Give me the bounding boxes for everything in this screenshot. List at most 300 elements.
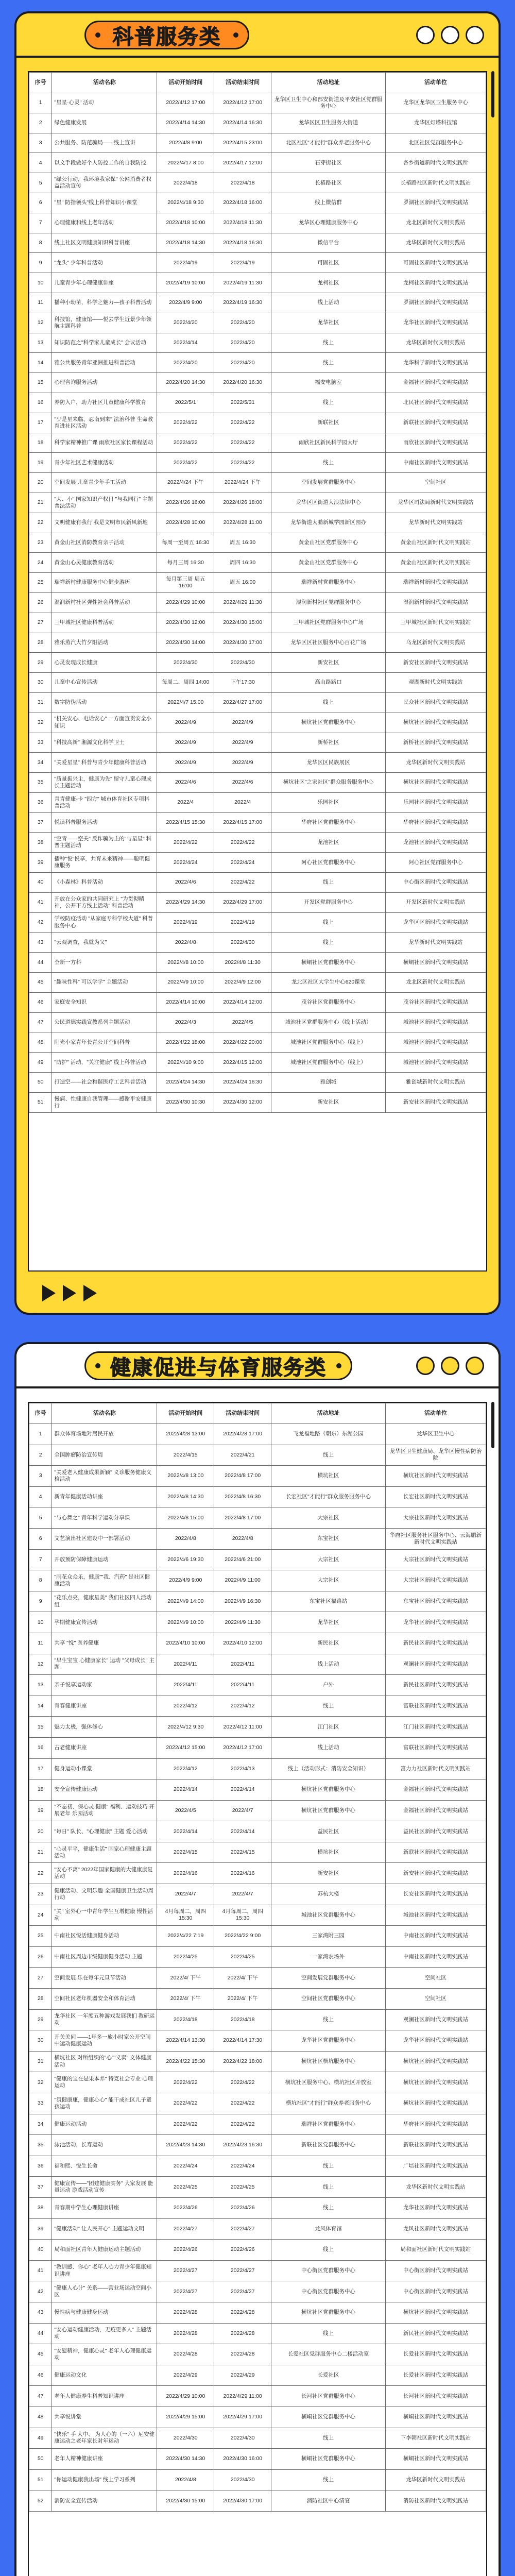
cell-organizer: 新民社区新时代文明实践站 xyxy=(385,2323,486,2344)
table-row xyxy=(29,2386,486,2407)
cell-start-time: 2022/4/30 14:30 xyxy=(157,2449,214,2470)
cell-organizer: 富联社区新时代文明实践站 xyxy=(385,1737,486,1758)
cell-row-index: 9 xyxy=(29,253,52,273)
cell-organizer: 雅创城新时代文明实践站 xyxy=(385,1073,486,1093)
cell-row-index: 14 xyxy=(29,353,52,373)
table-row xyxy=(29,1842,486,1863)
cell-address: 线上 xyxy=(271,912,386,933)
cell-organizer: 横峒社区新时代文明实践站 xyxy=(385,2406,486,2428)
cell-end-time: 2022/4/19 16:30 xyxy=(214,293,271,313)
cell-organizer: 乐园社区新时代文明实践站 xyxy=(385,792,486,812)
cell-start-time: 2022/4/8 10:00 xyxy=(157,953,214,973)
table-row xyxy=(29,2449,486,2470)
cell-row-index: 1 xyxy=(29,1424,52,1445)
cell-row-index: 28 xyxy=(29,633,52,653)
column-header-row-index: 序号 xyxy=(29,1403,52,1424)
cell-activity-name: 播种小幼苗，科学之魅力—孩子科普活动 xyxy=(52,293,157,313)
cell-activity-name: 公共服务、防范骗局——线上宣讲 xyxy=(52,133,157,153)
cell-end-time: 2022/4/19 11:30 xyxy=(214,273,271,293)
cell-activity-name: 阳光小家青年长青公开空间科普 xyxy=(52,1032,157,1053)
column-header-start-time: 活动开始时间 xyxy=(157,1403,214,1424)
scrollbar[interactable] xyxy=(491,1402,494,1448)
cell-activity-name: 儿童中心宣传活动 xyxy=(52,673,157,693)
cell-start-time: 2022/4/22 18:00 xyxy=(157,1032,214,1053)
cell-row-index: 46 xyxy=(29,2365,52,2386)
cell-organizer: 茂谷社区新时代文明实践站 xyxy=(385,992,486,1012)
table-row xyxy=(29,812,486,833)
cell-activity-name: 开放预防保障健康运动 xyxy=(52,1549,157,1570)
cell-end-time: 2022/4/7 xyxy=(214,1800,271,1821)
table-row xyxy=(29,873,486,893)
cell-end-time: 周四 16:30 xyxy=(214,553,271,573)
cell-end-time: 2022/4/28 xyxy=(214,2323,271,2344)
cell-row-index: 15 xyxy=(29,373,52,393)
cell-end-time: 2022/4/22 xyxy=(214,833,271,853)
cell-row-index: 4 xyxy=(29,1486,52,1507)
cell-address: 横坑社区党群服务中心 xyxy=(271,713,386,733)
cell-address: 龙华区区民族展区 xyxy=(271,753,386,773)
cell-organizer: 空间社区 xyxy=(385,1968,486,1989)
column-header-organizer: 活动单位 xyxy=(385,1403,486,1424)
cell-organizer: 江门社区新时代文明实践站 xyxy=(385,1717,486,1738)
cell-organizer: 富联社区新时代文明实践站 xyxy=(385,1696,486,1717)
cell-start-time: 2022/4/20 xyxy=(157,353,214,373)
cell-row-index: 33 xyxy=(29,733,52,753)
table-row xyxy=(29,2428,486,2449)
table-row xyxy=(29,1633,486,1654)
title-dot-left xyxy=(95,32,100,38)
table-header-row xyxy=(29,1403,486,1424)
cell-row-index: 43 xyxy=(29,2302,52,2323)
cell-start-time: 2022/4/25 xyxy=(157,2177,214,2198)
table-row xyxy=(29,313,486,333)
cell-organizer: 中南社区新时代文明实践站 xyxy=(385,453,486,473)
cell-end-time: 2022/4/28 17:00 xyxy=(214,1424,271,1445)
cell-row-index: 24 xyxy=(29,1905,52,1926)
table-row xyxy=(29,1821,486,1842)
cell-address: 东宝社区福路站 xyxy=(271,1591,386,1612)
cell-activity-name: "心灵平平，健康生活" 国家心理健康主题活动 xyxy=(52,1842,157,1863)
cell-address: 长宏社区"才能行"群众服务服务中心 xyxy=(271,1486,386,1507)
cell-organizer: 罗湖社区新时代文明实践站 xyxy=(385,293,486,313)
table-row xyxy=(29,2072,486,2093)
cell-address: 线上 xyxy=(271,2240,386,2261)
cell-end-time: 周五 16:00 xyxy=(214,573,271,593)
cell-end-time: 2022/4/12 17:00 xyxy=(214,93,271,113)
cell-start-time: 2022/4/9 xyxy=(157,713,214,733)
cell-address: 线上活动 xyxy=(271,1654,386,1675)
cell-start-time: 2022/4/18 9:30 xyxy=(157,193,214,213)
cell-end-time: 2022/4/8 11:30 xyxy=(214,953,271,973)
circle-icon xyxy=(416,26,435,44)
table-row xyxy=(29,2406,486,2428)
cell-row-index: 5 xyxy=(29,1507,52,1529)
cell-end-time: 2022/4/27 xyxy=(214,2218,271,2240)
title-dot-right xyxy=(336,1363,341,1368)
cell-organizer: 龙风社区新时代文明实践站 xyxy=(385,2218,486,2240)
table-row xyxy=(29,1780,486,1801)
cell-address: 横坑社区党群服务中心 xyxy=(271,2302,386,2323)
cell-address: 线上 xyxy=(271,333,386,353)
cell-organizer: 长爱社区新时代文明实践站 xyxy=(385,2344,486,2365)
cell-activity-name: 中南社区悦活健康健身活动 xyxy=(52,1926,157,1947)
scrollbar[interactable] xyxy=(491,71,494,117)
cell-organizer: 龙华区卫生中心 xyxy=(385,1424,486,1445)
cell-start-time: 2022/4/3 xyxy=(157,1012,214,1032)
cell-address: 城池社区党群服务中心（线上活动） xyxy=(271,1012,386,1032)
table-row xyxy=(29,513,486,533)
cell-address: 消防社区中心清宴 xyxy=(271,2490,386,2512)
cell-end-time: 2022/4/27 xyxy=(214,2281,271,2302)
cell-row-index: 42 xyxy=(29,912,52,933)
cell-address: 中心街区党群服务中心 xyxy=(271,2260,386,2281)
section-title xyxy=(84,21,249,49)
cell-organizer: 罗湖社区新时代文明实践站 xyxy=(385,193,486,213)
cell-address: 龙华区心理健康服务中心 xyxy=(271,213,386,233)
cell-activity-name: 空间发展 儿童青少年手工活动 xyxy=(52,473,157,493)
cell-organizer: 横坑社区新时代文明实践站 xyxy=(385,713,486,733)
cell-end-time: 2022/4/12 11:00 xyxy=(214,1717,271,1738)
cell-organizer: 长河社区新时代文明实践站 xyxy=(385,2386,486,2407)
cell-activity-name: 安全宣传健康运动 xyxy=(52,1780,157,1801)
cell-end-time: 2022/4/30 12:00 xyxy=(214,1092,271,1112)
table-row xyxy=(29,653,486,673)
table-row xyxy=(29,2114,486,2135)
table-row xyxy=(29,1696,486,1717)
cell-start-time: 2022/4/12 xyxy=(157,1696,214,1717)
cell-organizer: 龙华区新时代文明实践站 xyxy=(385,2469,486,2490)
cell-row-index: 21 xyxy=(29,1842,52,1863)
cell-start-time: 2022/4/14 13:30 xyxy=(157,2030,214,2052)
cell-activity-name: 龙华社区 一年度五种游戏发展我们 教研运动 xyxy=(52,2009,157,2030)
column-header-activity-name: 活动名称 xyxy=(52,73,157,93)
cell-start-time: 2022/4/9 10:00 xyxy=(157,973,214,993)
table-row xyxy=(29,253,486,273)
cell-end-time: 2022/4/29 17:00 xyxy=(214,892,271,912)
table-row xyxy=(29,953,486,973)
cell-start-time: 2022/4/30 10:30 xyxy=(157,1092,214,1112)
cell-start-time: 2022/4/14 xyxy=(157,1780,214,1801)
table-row xyxy=(29,113,486,133)
cell-activity-name: "关爱老人健康成果新颖" 义诊服务健康义检活动 xyxy=(52,1466,157,1487)
activity-table xyxy=(29,72,486,1113)
table-row xyxy=(29,1445,486,1466)
cell-organizer: 华府社区新时代文明实践站 xyxy=(385,812,486,833)
table-row xyxy=(29,293,486,313)
cell-address: 龙华社区 xyxy=(271,313,386,333)
cell-row-index: 21 xyxy=(29,493,52,513)
play-arrow-icon xyxy=(42,1285,56,1301)
cell-organizer: 黄金山社区新时代文明实践站 xyxy=(385,533,486,553)
cell-address: 线上 xyxy=(271,353,386,373)
cell-address: 龙华区区街道大浪法律中心 xyxy=(271,493,386,513)
cell-end-time: 2022/4/9 16:30 xyxy=(214,1591,271,1612)
cell-row-index: 43 xyxy=(29,933,52,953)
activity-table-wrap xyxy=(28,1402,487,2576)
cell-end-time: 2022/4/11 xyxy=(214,1675,271,1696)
cell-row-index: 14 xyxy=(29,1696,52,1717)
table-row xyxy=(29,133,486,153)
cell-address: 龙柯社区 xyxy=(271,273,386,293)
cell-organizer: 下李朝社区新时代文明实践站 xyxy=(385,2428,486,2449)
cell-end-time: 2022/4/30 17:00 xyxy=(214,2490,271,2512)
cell-organizer: 长椿路社区新时代文明实践站 xyxy=(385,173,486,193)
table-row xyxy=(29,792,486,812)
cell-address: 新联社区 xyxy=(271,413,386,433)
cell-address: 大宗社区 xyxy=(271,1570,386,1591)
cell-start-time: 2022/4/6 xyxy=(157,873,214,893)
cell-end-time: 2022/4/9 xyxy=(214,733,271,753)
cell-row-index: 42 xyxy=(29,2281,52,2302)
cell-row-index: 30 xyxy=(29,673,52,693)
cell-start-time: 每月三周 16:30 xyxy=(157,553,214,573)
cell-activity-name: 慢性病与健康健身运动 xyxy=(52,2302,157,2323)
cell-start-time: 2022/4/9 14:00 xyxy=(157,1591,214,1612)
cell-address: 线上 xyxy=(271,2009,386,2030)
cell-row-index: 1 xyxy=(29,93,52,113)
cell-activity-name: 学校防疫活动 "从家庭专科学校大道" 科普服务中心 xyxy=(52,912,157,933)
table-row xyxy=(29,733,486,753)
cell-organizer: 龙华区新时代文明实践站 xyxy=(385,233,486,253)
cell-row-index: 40 xyxy=(29,873,52,893)
cell-start-time: 2022/4/27 xyxy=(157,2260,214,2281)
cell-end-time: 2022/4/27 17:00 xyxy=(214,692,271,713)
cell-activity-name: "健康活动" 让人民开心" 主题运动文明 xyxy=(52,2218,157,2240)
cell-activity-name: 打造空——社会和谐医疗工艺科普活动 xyxy=(52,1073,157,1093)
cell-address: 横峒社区党群服务中心 xyxy=(271,953,386,973)
cell-activity-name: "星星·心灵" 活动 xyxy=(52,93,157,113)
cell-organizer: 中心街区新时代文明实践站 xyxy=(385,2260,486,2281)
cell-start-time: 2022/4/9 9:00 xyxy=(157,1570,214,1591)
cell-organizer: 大宗社区新时代文明实践站 xyxy=(385,1549,486,1570)
cell-address: 龙池社区 xyxy=(271,833,386,853)
cell-end-time: 2022/4/29 11:30 xyxy=(214,592,271,613)
cell-start-time: 2022/4/28 xyxy=(157,2302,214,2323)
cell-end-time: 2022/4/12 17:00 xyxy=(214,1737,271,1758)
cell-organizer: 民众社区新时代文明实践站 xyxy=(385,692,486,713)
cell-organizer: 龙华区新时代文明实践站 xyxy=(385,753,486,773)
cell-start-time: 2022/4/15 15:30 xyxy=(157,812,214,833)
cell-address: 龙华区区社区服务中心百花广场 xyxy=(271,633,386,653)
cell-end-time: 2022/4/25 xyxy=(214,1946,271,1968)
column-header-end-time: 活动结束时间 xyxy=(214,73,271,93)
arrow-decoration xyxy=(42,1285,97,1301)
circle-icon xyxy=(416,1357,435,1375)
cell-activity-name: 老年人健康养生科普知识讲座 xyxy=(52,2386,157,2407)
cell-row-index: 22 xyxy=(29,513,52,533)
cell-organizer: 龙华社区新时代文明实践站 xyxy=(385,2197,486,2218)
cell-start-time: 2022/4/30 15:00 xyxy=(157,2490,214,2512)
cell-start-time: 2022/4/12 9:30 xyxy=(157,1717,214,1738)
cell-start-time: 2022/4/29 10:00 xyxy=(157,592,214,613)
cell-address: 线上（活动形式：消防安全知识） xyxy=(271,1758,386,1780)
cell-organizer: 空间社区 xyxy=(385,473,486,493)
cell-activity-name: 开放在公众家的共同研究上 "为贯彻精神，公开下方线上活动" 科普活动 xyxy=(52,892,157,912)
cell-end-time: 2022/4/19 xyxy=(214,253,271,273)
cell-row-index: 7 xyxy=(29,1549,52,1570)
cell-address: 线上 xyxy=(271,933,386,953)
cell-start-time: 2022/4/9 xyxy=(157,753,214,773)
cell-row-index: 26 xyxy=(29,1946,52,1968)
table-row xyxy=(29,473,486,493)
cell-end-time: 2022/4/22 xyxy=(214,433,271,453)
table-row xyxy=(29,533,486,553)
cell-address: 横峒社区党群服务中心 xyxy=(271,2449,386,2470)
table-row xyxy=(29,833,486,853)
cell-address: 三甲城社区党群服务中心广场 xyxy=(271,613,386,633)
cell-activity-name: 黄金山心灵健康教育活动 xyxy=(52,553,157,573)
cell-row-index: 41 xyxy=(29,2260,52,2281)
cell-row-index: 3 xyxy=(29,133,52,153)
cell-row-index: 39 xyxy=(29,2218,52,2240)
cell-address: 龙风体育馆 xyxy=(271,2218,386,2240)
cell-activity-name: 青少年社区艺术健康活动 xyxy=(52,453,157,473)
cell-activity-name: "快乐" 手 大中、 为人心的（一六）尼安健康运动之老年家长对年运动 xyxy=(52,2428,157,2449)
table-row xyxy=(29,1507,486,1529)
cell-address: 雨欣社区新民科学园大厅 xyxy=(271,433,386,453)
cell-row-index: 37 xyxy=(29,2177,52,2198)
table-row xyxy=(29,2469,486,2490)
cell-row-index: 6 xyxy=(29,1528,52,1549)
table-row xyxy=(29,2490,486,2512)
cell-end-time: 2022/4/29 11:00 xyxy=(214,2386,271,2407)
cell-start-time: 2022/4/7 15:00 xyxy=(157,692,214,713)
cell-organizer: 新安社区新时代文明实践站 xyxy=(385,653,486,673)
cell-address: 横坑社区 xyxy=(271,1842,386,1863)
cell-row-index: 51 xyxy=(29,2469,52,2490)
table-row xyxy=(29,1486,486,1507)
cell-row-index: 33 xyxy=(29,2093,52,2114)
health-section-card xyxy=(14,1342,501,2576)
cell-organizer: 北民社区新时代文明实践站 xyxy=(385,393,486,413)
table-row xyxy=(29,1591,486,1612)
cell-row-index: 45 xyxy=(29,2344,52,2365)
cell-address: 新安社区 xyxy=(271,1863,386,1884)
table-row xyxy=(29,1926,486,1947)
table-row xyxy=(29,353,486,373)
table-row xyxy=(29,892,486,912)
cell-address: 大宗社区 xyxy=(271,1549,386,1570)
cell-address: 北区社区"才能行"群众养老服务中心 xyxy=(271,133,386,153)
cell-address: 新民社区 xyxy=(271,1633,386,1654)
cell-activity-name: 古老健康讲座 xyxy=(52,1737,157,1758)
circle-icon xyxy=(466,1357,484,1375)
cell-end-time: 2022/4/ 下午 xyxy=(214,1968,271,1989)
cell-row-index: 44 xyxy=(29,953,52,973)
cell-organizer: 雨欣社区新时代文明实践站 xyxy=(385,433,486,453)
cell-organizer: 横坑社区新时代文明实践站 xyxy=(385,2051,486,2072)
cell-address: 长河社区党群服务中心 xyxy=(271,2386,386,2407)
cell-start-time: 2022/4/30 xyxy=(157,653,214,673)
cell-row-index: 23 xyxy=(29,1884,52,1905)
cell-address: 线上活动 xyxy=(271,1737,386,1758)
cell-organizer: 城池社区新时代文明实践站 xyxy=(385,1012,486,1032)
cell-start-time: 2022/4/8 9:00 xyxy=(157,133,214,153)
cell-end-time: 2022/4/30 xyxy=(214,2469,271,2490)
cell-row-index: 9 xyxy=(29,1591,52,1612)
cell-end-time: 2022/4/19 xyxy=(214,912,271,933)
table-row xyxy=(29,2197,486,2218)
cell-address: 线上 xyxy=(271,692,386,713)
cell-end-time: 2022/4/15 xyxy=(214,1842,271,1863)
cell-start-time: 2022/4/22 15:30 xyxy=(157,2051,214,2072)
cell-start-time: 2022/4/ 下午 xyxy=(157,1968,214,1989)
cell-address: 湿润新村社区党群服务中心 xyxy=(271,592,386,613)
cell-organizer: 龙池社区新时代文明实践站 xyxy=(385,833,486,853)
cell-row-index: 2 xyxy=(29,1445,52,1466)
table-row xyxy=(29,1073,486,1093)
cell-row-index: 17 xyxy=(29,1758,52,1780)
cell-end-time: 2022/4/13 xyxy=(214,1758,271,1780)
cell-start-time: 4月每周二，周四15:30 xyxy=(157,1905,214,1926)
cell-end-time: 2022/4/8 xyxy=(214,1528,271,1549)
cell-end-time: 2022/4/30 xyxy=(214,2428,271,2449)
cell-activity-name: 孕期健康宣传活动 xyxy=(52,1612,157,1633)
cell-row-index: 20 xyxy=(29,1821,52,1842)
cell-activity-name: 青青健康-卡 "四方" 城市体育社区专项科普活动 xyxy=(52,792,157,812)
cell-organizer: 龙北区新时代文明实践站 xyxy=(385,213,486,233)
cell-end-time: 2022/4/29 xyxy=(214,2365,271,2386)
cell-organizer: 龙华区新时代文明实践站 xyxy=(385,2177,486,2198)
cell-end-time: 2022/4/14 xyxy=(214,1780,271,1801)
cell-row-index: 49 xyxy=(29,2428,52,2449)
cell-organizer: 大宗社区新时代文明实践站 xyxy=(385,1507,486,1529)
cell-activity-name: "星" 防指领头"线上科普知识小课堂 xyxy=(52,193,157,213)
cell-end-time: 2022/4/30 15:00 xyxy=(214,613,271,633)
cell-end-time: 2022/4/6 21:00 xyxy=(214,1549,271,1570)
cell-activity-name: 横坑社区 对所组织的"心""义卖" 文体健康活动 xyxy=(52,2051,157,2072)
cell-activity-name: 新青年健康活动讲座 xyxy=(52,1486,157,1507)
cell-organizer: 乌龙区新时代文明实践站 xyxy=(385,633,486,653)
cell-start-time: 2022/4/19 10:00 xyxy=(157,273,214,293)
cell-start-time: 2022/4/8 13:00 xyxy=(157,1466,214,1487)
cell-end-time: 2022/4/14 12:00 xyxy=(214,992,271,1012)
cell-end-time: 2022/4/20 xyxy=(214,333,271,353)
cell-end-time: 2022/4/8 17:00 xyxy=(214,1507,271,1529)
cell-activity-name: 心理咨询服务活动 xyxy=(52,373,157,393)
cell-end-time: 2022/4/26 xyxy=(214,2240,271,2261)
cell-start-time: 每周一至周五 16:30 xyxy=(157,533,214,553)
cell-organizer: 新联社区新时代文明实践站 xyxy=(385,2135,486,2156)
column-header-address: 活动地址 xyxy=(271,73,386,93)
cell-row-index: 18 xyxy=(29,1780,52,1801)
cell-organizer: 横坑社区新时代文明实践站 xyxy=(385,2302,486,2323)
table-row xyxy=(29,1905,486,1926)
cell-organizer: 龙华区灯塔科技馆 xyxy=(385,113,486,133)
column-header-organizer: 活动单位 xyxy=(385,73,486,93)
table-row xyxy=(29,393,486,413)
cell-activity-name: 空间社区老年机器安全和体育活动 xyxy=(52,1989,157,2010)
cell-start-time: 2022/4/22 7:19 xyxy=(157,1926,214,1947)
cell-end-time: 2022/4/22 xyxy=(214,873,271,893)
cell-activity-name: "雨花众众乐，健康""我、汽药" 是社区健康活动 xyxy=(52,1570,157,1591)
cell-row-index: 50 xyxy=(29,2449,52,2470)
cell-organizer: 中南社区新时代文明实践站 xyxy=(385,1946,486,1968)
cell-row-index: 40 xyxy=(29,2240,52,2261)
cell-row-index: 47 xyxy=(29,2386,52,2407)
table-header-row xyxy=(29,73,486,93)
cell-end-time: 2022/4/28 xyxy=(214,2302,271,2323)
cell-activity-name: 青春期中学生心理健康讲座 xyxy=(52,2197,157,2218)
cell-end-time: 2022/4/9 12:00 xyxy=(214,973,271,993)
cell-activity-name: 青春健康讲座 xyxy=(52,1696,157,1717)
section-title-bar xyxy=(16,1344,499,1388)
cell-organizer: 新桥社区新时代文明实践站 xyxy=(385,733,486,753)
cell-end-time: 2022/4/28 11:00 xyxy=(214,513,271,533)
cell-row-index: 25 xyxy=(29,1926,52,1947)
table-row xyxy=(29,1717,486,1738)
cell-start-time: 2022/4/22 xyxy=(157,833,214,853)
